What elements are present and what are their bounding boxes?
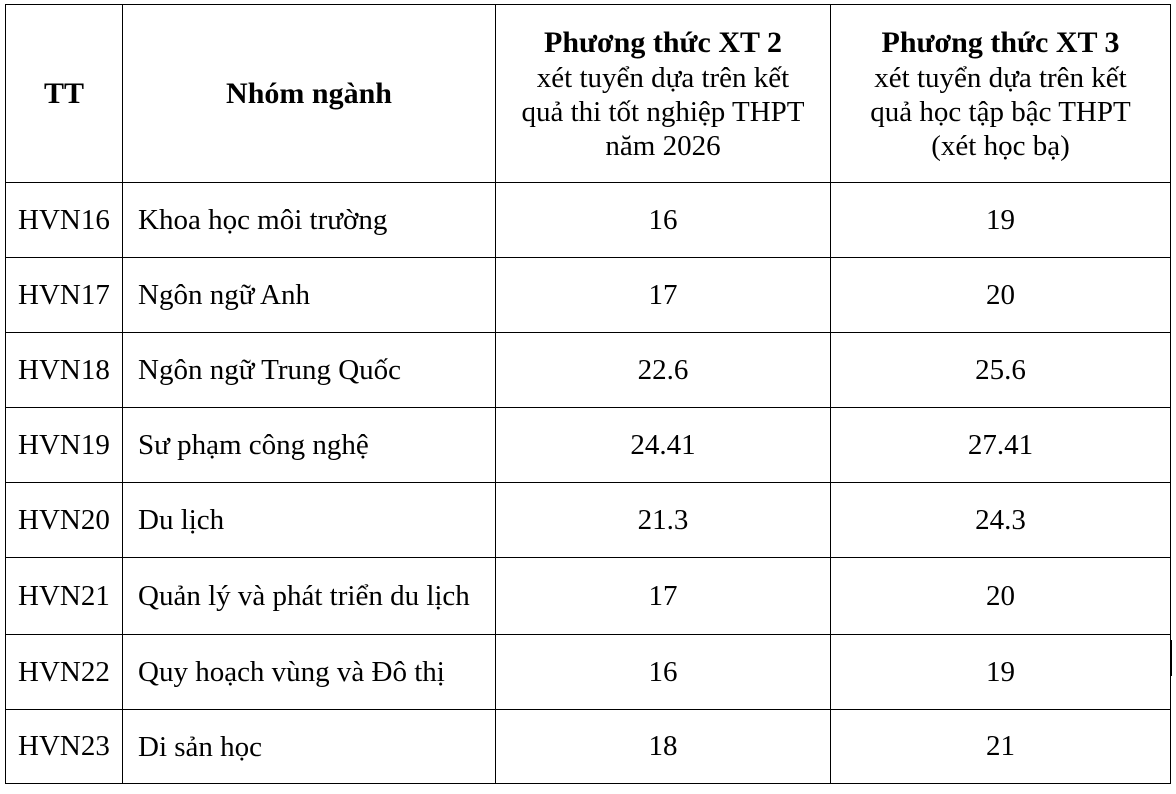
table-row <box>6 183 1171 258</box>
row-code: HVN19 <box>6 408 123 483</box>
row-score-xt3: 19 <box>831 183 1171 258</box>
row-score-xt3: 25.6 <box>831 333 1171 408</box>
row-score-xt3: 24.3 <box>831 483 1171 558</box>
row-score-xt2: 18 <box>496 710 831 784</box>
row-name: Ngôn ngữ Trung Quốc <box>123 333 496 408</box>
header-group: Nhóm ngành <box>123 5 496 183</box>
row-code: HVN17 <box>6 258 123 333</box>
page-edge-mark <box>1170 640 1172 676</box>
table-row <box>6 333 1171 408</box>
row-score-xt2: 16 <box>496 183 831 258</box>
row-name: Quản lý và phát triển du lịch <box>123 558 496 635</box>
header-xt2-title: Phương thức XT 2 <box>544 25 782 59</box>
row-code: HVN18 <box>6 333 123 408</box>
row-name: Du lịch <box>123 483 496 558</box>
table-row <box>6 408 1171 483</box>
row-name: Khoa học môi trường <box>123 183 496 258</box>
row-code: HVN20 <box>6 483 123 558</box>
row-name: Quy hoạch vùng và Đô thị <box>123 635 496 710</box>
row-code: HVN22 <box>6 635 123 710</box>
row-score-xt2: 21.3 <box>496 483 831 558</box>
admission-score-table-container <box>5 4 1171 784</box>
row-code: HVN23 <box>6 710 123 784</box>
header-xt3-title: Phương thức XT 3 <box>881 25 1120 59</box>
admission-score-table <box>5 4 1171 784</box>
header-tt: TT <box>6 5 123 183</box>
table-row <box>6 258 1171 333</box>
table-row <box>6 483 1171 558</box>
table-row <box>6 635 1171 710</box>
header-method-xt3 <box>831 5 1171 183</box>
row-score-xt3: 27.41 <box>831 408 1171 483</box>
row-name: Di sản học <box>123 710 496 784</box>
row-score-xt3: 20 <box>831 558 1171 635</box>
header-xt3-desc: xét tuyển dựa trên kết quả học tập bậc THPT (xét học bạ) <box>870 61 1131 162</box>
header-method-xt2 <box>496 5 831 183</box>
table-row <box>6 710 1171 784</box>
row-score-xt2: 22.6 <box>496 333 831 408</box>
row-score-xt3: 20 <box>831 258 1171 333</box>
row-score-xt2: 17 <box>496 258 831 333</box>
header-xt2-desc: xét tuyển dựa trên kết quả thi tốt nghiệp THPT năm 2026 <box>521 61 805 162</box>
row-code: HVN21 <box>6 558 123 635</box>
row-score-xt3: 19 <box>831 635 1171 710</box>
row-score-xt3: 21 <box>831 710 1171 784</box>
row-score-xt2: 17 <box>496 558 831 635</box>
header-row <box>6 5 1171 183</box>
row-score-xt2: 16 <box>496 635 831 710</box>
table-row <box>6 558 1171 635</box>
row-score-xt2: 24.41 <box>496 408 831 483</box>
row-code: HVN16 <box>6 183 123 258</box>
row-name: Ngôn ngữ Anh <box>123 258 496 333</box>
row-name: Sư phạm công nghệ <box>123 408 496 483</box>
